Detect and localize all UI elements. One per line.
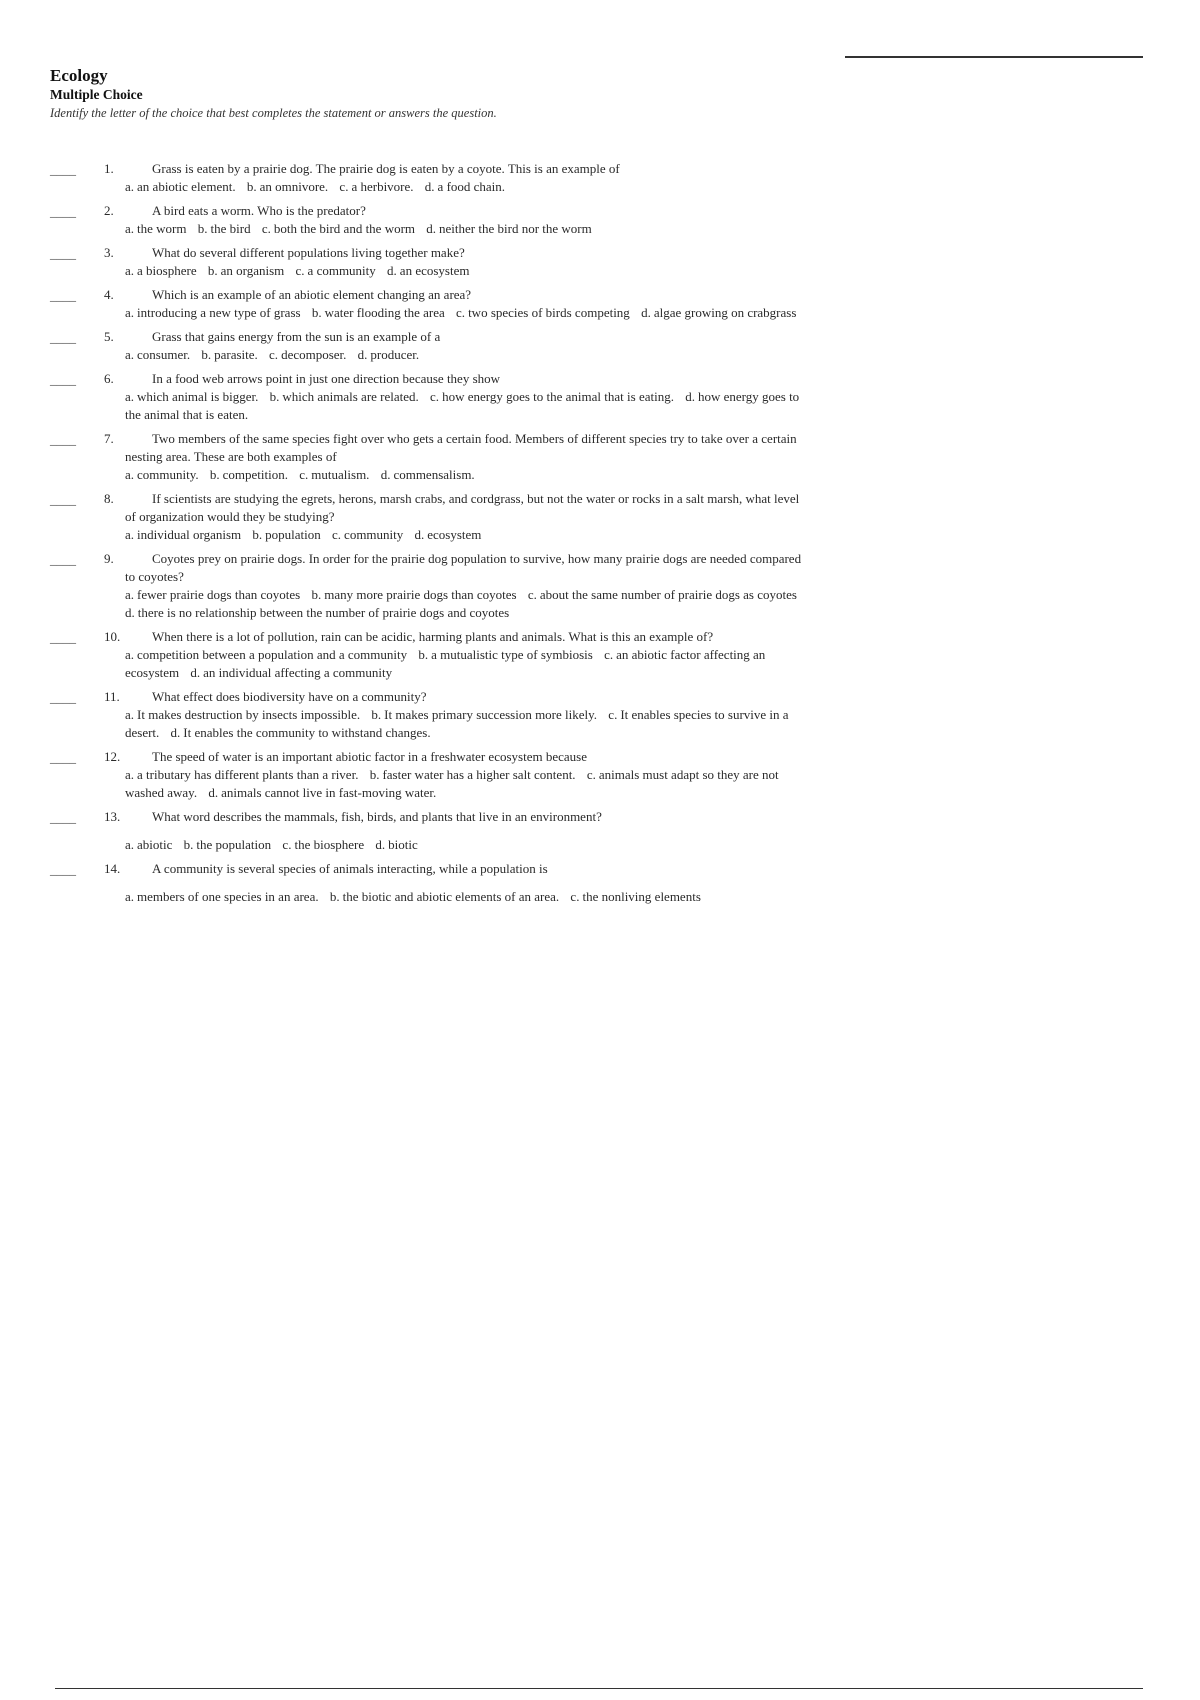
choice-text: an individual affecting a community [203,665,393,680]
choice-letter: c. [295,263,305,278]
choice-letter: c. [332,527,342,542]
answer-blank[interactable]: ____ [50,690,76,705]
question-body [125,688,810,742]
choice-text: competition. [222,467,289,482]
choice-letter: c. [282,837,292,852]
choice-text: commensalism. [393,467,475,482]
answer-choice[interactable] [358,347,419,362]
choice-text: the biosphere [294,837,365,852]
answer-choice[interactable] [528,587,797,602]
answer-choices [125,888,810,906]
question-item [50,244,810,280]
choice-letter: a. [125,263,135,278]
answer-blank[interactable]: ____ [50,862,76,877]
answer-choices [125,706,810,742]
answer-choices [125,262,810,280]
question-body [125,328,810,364]
choice-letter: d. [208,785,219,800]
choice-text: how energy goes to the animal that is eaten. [125,389,800,422]
choice-letter: a. [125,587,135,602]
choice-text: abiotic [137,837,173,852]
question-number: 1. [104,161,114,176]
choice-text: many more prairie dogs than coyotes [324,587,517,602]
answer-choice[interactable] [296,263,376,278]
answer-blank[interactable]: ____ [50,750,76,765]
question-item [50,688,810,742]
question-item [50,286,810,322]
answer-choices [125,346,810,364]
answer-choice[interactable] [125,587,300,602]
choice-letter: c. [430,389,440,404]
choice-letter: a. [125,305,135,320]
choice-text: neither the bird nor the worm [439,221,592,236]
choice-letter: d. [641,305,651,320]
choice-text: population [265,527,321,542]
choice-text: a food chain. [437,179,506,194]
choice-letter: a. [125,527,135,542]
choice-text: an omnivore. [259,179,329,194]
choice-letter: a. [125,389,135,404]
answer-choice[interactable] [125,305,301,320]
question-stem: When there is a lot of pollution, rain can be acidic, harming plants and animals. What is this an example of? [152,629,714,644]
choice-text: how energy goes to the animal that is eating. [442,389,674,404]
choice-letter: d. [685,389,695,404]
question-stem: What word describes the mammals, fish, birds, and plants that live in an environment? [152,809,602,824]
answer-blank[interactable]: ____ [50,810,76,825]
answer-choice[interactable] [125,179,236,194]
choice-letter: a. [125,707,135,722]
answer-choice[interactable] [330,889,559,904]
choice-text: which animals are related. [282,389,419,404]
answer-choice[interactable] [125,837,172,852]
answer-choice[interactable] [252,527,320,542]
worksheet-header [50,66,850,122]
answer-choice[interactable] [375,837,417,852]
question-item [50,748,810,802]
answer-choice[interactable] [370,767,576,782]
answer-blank[interactable]: ____ [50,552,76,567]
choice-letter: a. [125,467,135,482]
choice-text: about the same number of prairie dogs as coyotes [539,587,797,602]
question-number: 8. [104,491,114,506]
answer-choice[interactable] [125,347,190,362]
choice-letter: d. [426,221,437,236]
choice-letter: b. [311,587,322,602]
answer-choices [125,586,810,622]
question-body [125,860,810,906]
answer-choice[interactable] [125,221,187,236]
question-number: 7. [104,431,114,446]
question-body [125,430,810,484]
choice-letter: a. [125,347,135,362]
question-number: 6. [104,371,114,386]
question-body [125,808,810,854]
choice-text: parasite. [214,347,258,362]
answer-choice[interactable] [184,837,272,852]
choice-text: It makes primary succession more likely. [384,707,598,722]
choice-letter: a. [125,767,135,782]
choice-letter: c. [299,467,309,482]
answer-choices [125,526,810,544]
choice-letter: a. [125,221,135,236]
answer-blank[interactable]: ____ [50,246,76,261]
answer-choice[interactable] [125,467,199,482]
choice-text: mutualism. [311,467,370,482]
answer-choice[interactable] [430,389,674,404]
answer-choice[interactable] [339,179,413,194]
choice-text: an abiotic element. [137,179,236,194]
choice-text: biotic [388,837,418,852]
answer-choice[interactable] [299,467,369,482]
choice-letter: d. [424,179,435,194]
answer-choice[interactable] [247,179,328,194]
answer-choices [125,766,810,802]
choice-text: competition between a population and a community [137,647,408,662]
question-body [125,202,810,238]
choice-text: introducing a new type of grass [137,305,301,320]
choice-text: animals cannot live in fast-moving water. [221,785,437,800]
choice-letter: c. [339,179,349,194]
choice-letter: b. [371,707,382,722]
question-item [50,430,810,484]
choice-text: faster water has a higher salt content. [382,767,576,782]
answer-choice[interactable] [125,767,358,782]
question-item [50,202,810,238]
choice-letter: d. [190,665,201,680]
question-stem: What effect does biodiversity have on a community? [152,689,427,704]
choice-letter: c. [570,889,580,904]
question-body [125,550,810,622]
question-stem: Grass that gains energy from the sun is an example of a [152,329,441,344]
question-item [50,490,810,544]
answer-choice[interactable] [371,707,597,722]
question-item [50,628,810,682]
answer-choices [125,836,810,854]
choice-text: individual organism [137,527,242,542]
choice-letter: b. [201,347,212,362]
choice-text: the population [196,837,272,852]
answer-blank[interactable]: ____ [50,330,76,345]
answer-choice[interactable] [381,467,475,482]
answer-choice[interactable] [415,527,482,542]
question-item [50,550,810,622]
answer-choice[interactable] [125,389,258,404]
choice-letter: d. [387,263,397,278]
choice-letter: d. [380,467,391,482]
question-item [50,860,810,906]
answer-choice[interactable] [418,647,593,662]
choice-letter: d. [170,725,181,740]
choice-letter: b. [252,527,263,542]
choice-text: producer. [370,347,420,362]
question-stem: A bird eats a worm. Who is the predator? [152,203,366,218]
question-stem: If scientists are studying the egrets, herons, marsh crabs, and cordgrass, but not the water or rocks in a salt marsh, what level of organization would they be studying? [125,491,800,524]
choice-text: ecosystem [427,527,482,542]
question-body [125,748,810,802]
question-number: 10. [104,629,121,644]
answer-choice[interactable] [190,665,392,680]
question-number: 11. [104,689,120,704]
choice-letter: b. [329,889,340,904]
choice-letter: c. [456,305,466,320]
choice-text: a herbivore. [351,179,414,194]
choice-text: an ecosystem [399,263,470,278]
answer-choice[interactable] [311,587,516,602]
choice-letter: b. [369,767,380,782]
choice-letter: b. [418,647,429,662]
question-stem: Two members of the same species fight over who gets a certain food. Members of different species try to take over a certain nesting area. These are both examples of [125,431,797,464]
choice-letter: b. [269,389,280,404]
answer-choices [125,466,810,484]
choice-letter: c. [261,221,271,236]
question-number: 9. [104,551,114,566]
answer-choice[interactable] [426,221,591,236]
answer-blank[interactable]: ____ [50,204,76,219]
answer-blank[interactable]: ____ [50,492,76,507]
answer-choices [125,220,810,238]
answer-choice[interactable] [312,305,445,320]
question-number: 2. [104,203,114,218]
question-item [50,328,810,364]
answer-choices [125,178,810,196]
choice-text: a community [307,263,376,278]
choice-letter: b. [209,467,220,482]
choice-letter: d. [375,837,386,852]
question-list [50,160,810,912]
question-stem: The speed of water is an important abiotic factor in a freshwater ecosystem because [152,749,587,764]
choice-text: the nonliving elements [582,889,701,904]
answer-choice[interactable] [125,263,197,278]
choice-text: community [344,527,404,542]
choice-text: community. [137,467,199,482]
choice-letter: c. [586,767,596,782]
page-title: Ecology [50,66,108,85]
question-body [125,160,810,196]
answer-choice[interactable] [208,785,436,800]
question-item [50,160,810,196]
choice-text: an organism [220,263,285,278]
choice-text: the biotic and abiotic elements of an area. [342,889,560,904]
choice-letter: a. [125,647,135,662]
answer-choice[interactable] [201,347,257,362]
instructions-text: Identify the letter of the choice that best completes the statement or answers the question. [50,106,497,120]
answer-choice[interactable] [387,263,469,278]
answer-choice[interactable] [332,527,403,542]
question-body [125,490,810,544]
choice-letter: a. [125,179,135,194]
choice-text: the bird [210,221,251,236]
answer-choice[interactable] [456,305,630,320]
choice-text: an abiotic factor affecting an ecosystem [125,647,766,680]
answer-choice[interactable] [210,467,288,482]
choice-text: both the bird and the worm [273,221,416,236]
question-number: 13. [104,809,121,824]
answer-choice[interactable] [125,527,241,542]
question-stem: What do several different populations living together make? [152,245,465,260]
choice-text: It enables species to survive in a desert. [125,707,789,740]
question-body [125,244,810,280]
question-body [125,628,810,682]
choice-letter: d. [357,347,368,362]
question-item [50,808,810,854]
choice-text: the worm [137,221,187,236]
question-number: 14. [104,861,121,876]
answer-choice[interactable] [270,389,419,404]
answer-choice[interactable] [125,889,319,904]
section-title: Multiple Choice [50,87,143,102]
choice-letter: c. [527,587,537,602]
question-number: 3. [104,245,114,260]
answer-choice[interactable] [171,725,431,740]
choice-letter: b. [183,837,194,852]
choice-letter: b. [197,221,208,236]
choice-letter: c. [269,347,279,362]
question-number: 12. [104,749,121,764]
question-stem: Which is an example of an abiotic element changing an area? [152,287,472,302]
choice-text: It enables the community to withstand changes. [183,725,431,740]
answer-choice[interactable] [125,647,407,662]
choice-text: decomposer. [281,347,347,362]
choice-text: consumer. [137,347,191,362]
question-body [125,286,810,322]
answer-blank[interactable]: ____ [50,630,76,645]
answer-choice[interactable] [125,605,509,620]
choice-text: there is no relationship between the number of prairie dogs and coyotes [137,605,510,620]
choice-text: two species of birds competing [468,305,630,320]
answer-choice[interactable] [198,221,251,236]
choice-letter: d. [414,527,425,542]
choice-text: members of one species in an area. [137,889,319,904]
choice-letter: c. [604,647,614,662]
answer-choice[interactable] [208,263,284,278]
choice-text: fewer prairie dogs than coyotes [137,587,301,602]
question-stem: In a food web arrows point in just one direction because they show [152,371,501,386]
answer-blank[interactable]: ____ [50,432,76,447]
question-item [50,370,810,424]
choice-letter: b. [246,179,257,194]
choice-text: which animal is bigger. [137,389,259,404]
answer-choice[interactable] [641,305,796,320]
question-body [125,370,810,424]
answer-choice[interactable] [125,707,360,722]
choice-letter: d. [125,605,135,620]
answer-blank[interactable]: ____ [50,288,76,303]
choice-text: a tributary has different plants than a river. [137,767,359,782]
answer-choices [125,304,810,322]
answer-choice[interactable] [282,837,364,852]
answer-blank[interactable]: ____ [50,162,76,177]
question-stem: Coyotes prey on prairie dogs. In order for the prairie dog population to survive, how many prairie dogs are needed compared to coyotes? [125,551,802,584]
answer-choices [125,388,810,424]
choice-text: algae growing on crabgrass [653,305,797,320]
answer-choice[interactable] [269,347,346,362]
answer-choices [125,646,810,682]
choice-letter: a. [125,837,135,852]
choice-letter: c. [608,707,618,722]
choice-text: water flooding the area [324,305,445,320]
answer-choice[interactable] [570,889,700,904]
question-stem: Grass is eaten by a prairie dog. The prairie dog is eaten by a coyote. This is an example of [152,161,620,176]
question-stem: A community is several species of animals interacting, while a population is [152,861,548,876]
choice-text: a biosphere [137,263,197,278]
choice-letter: a. [125,889,135,904]
choice-text: It makes destruction by insects impossible. [137,707,361,722]
answer-choice[interactable] [425,179,505,194]
question-number: 4. [104,287,114,302]
choice-text: a mutualistic type of symbiosis [431,647,593,662]
footer-rule [55,1688,1143,1689]
choice-letter: b. [311,305,322,320]
name-answer-line[interactable] [845,56,1143,58]
answer-choice[interactable] [262,221,415,236]
answer-blank[interactable]: ____ [50,372,76,387]
choice-letter: b. [207,263,218,278]
choice-text: animals must adapt so they are not washed away. [125,767,779,800]
question-number: 5. [104,329,114,344]
